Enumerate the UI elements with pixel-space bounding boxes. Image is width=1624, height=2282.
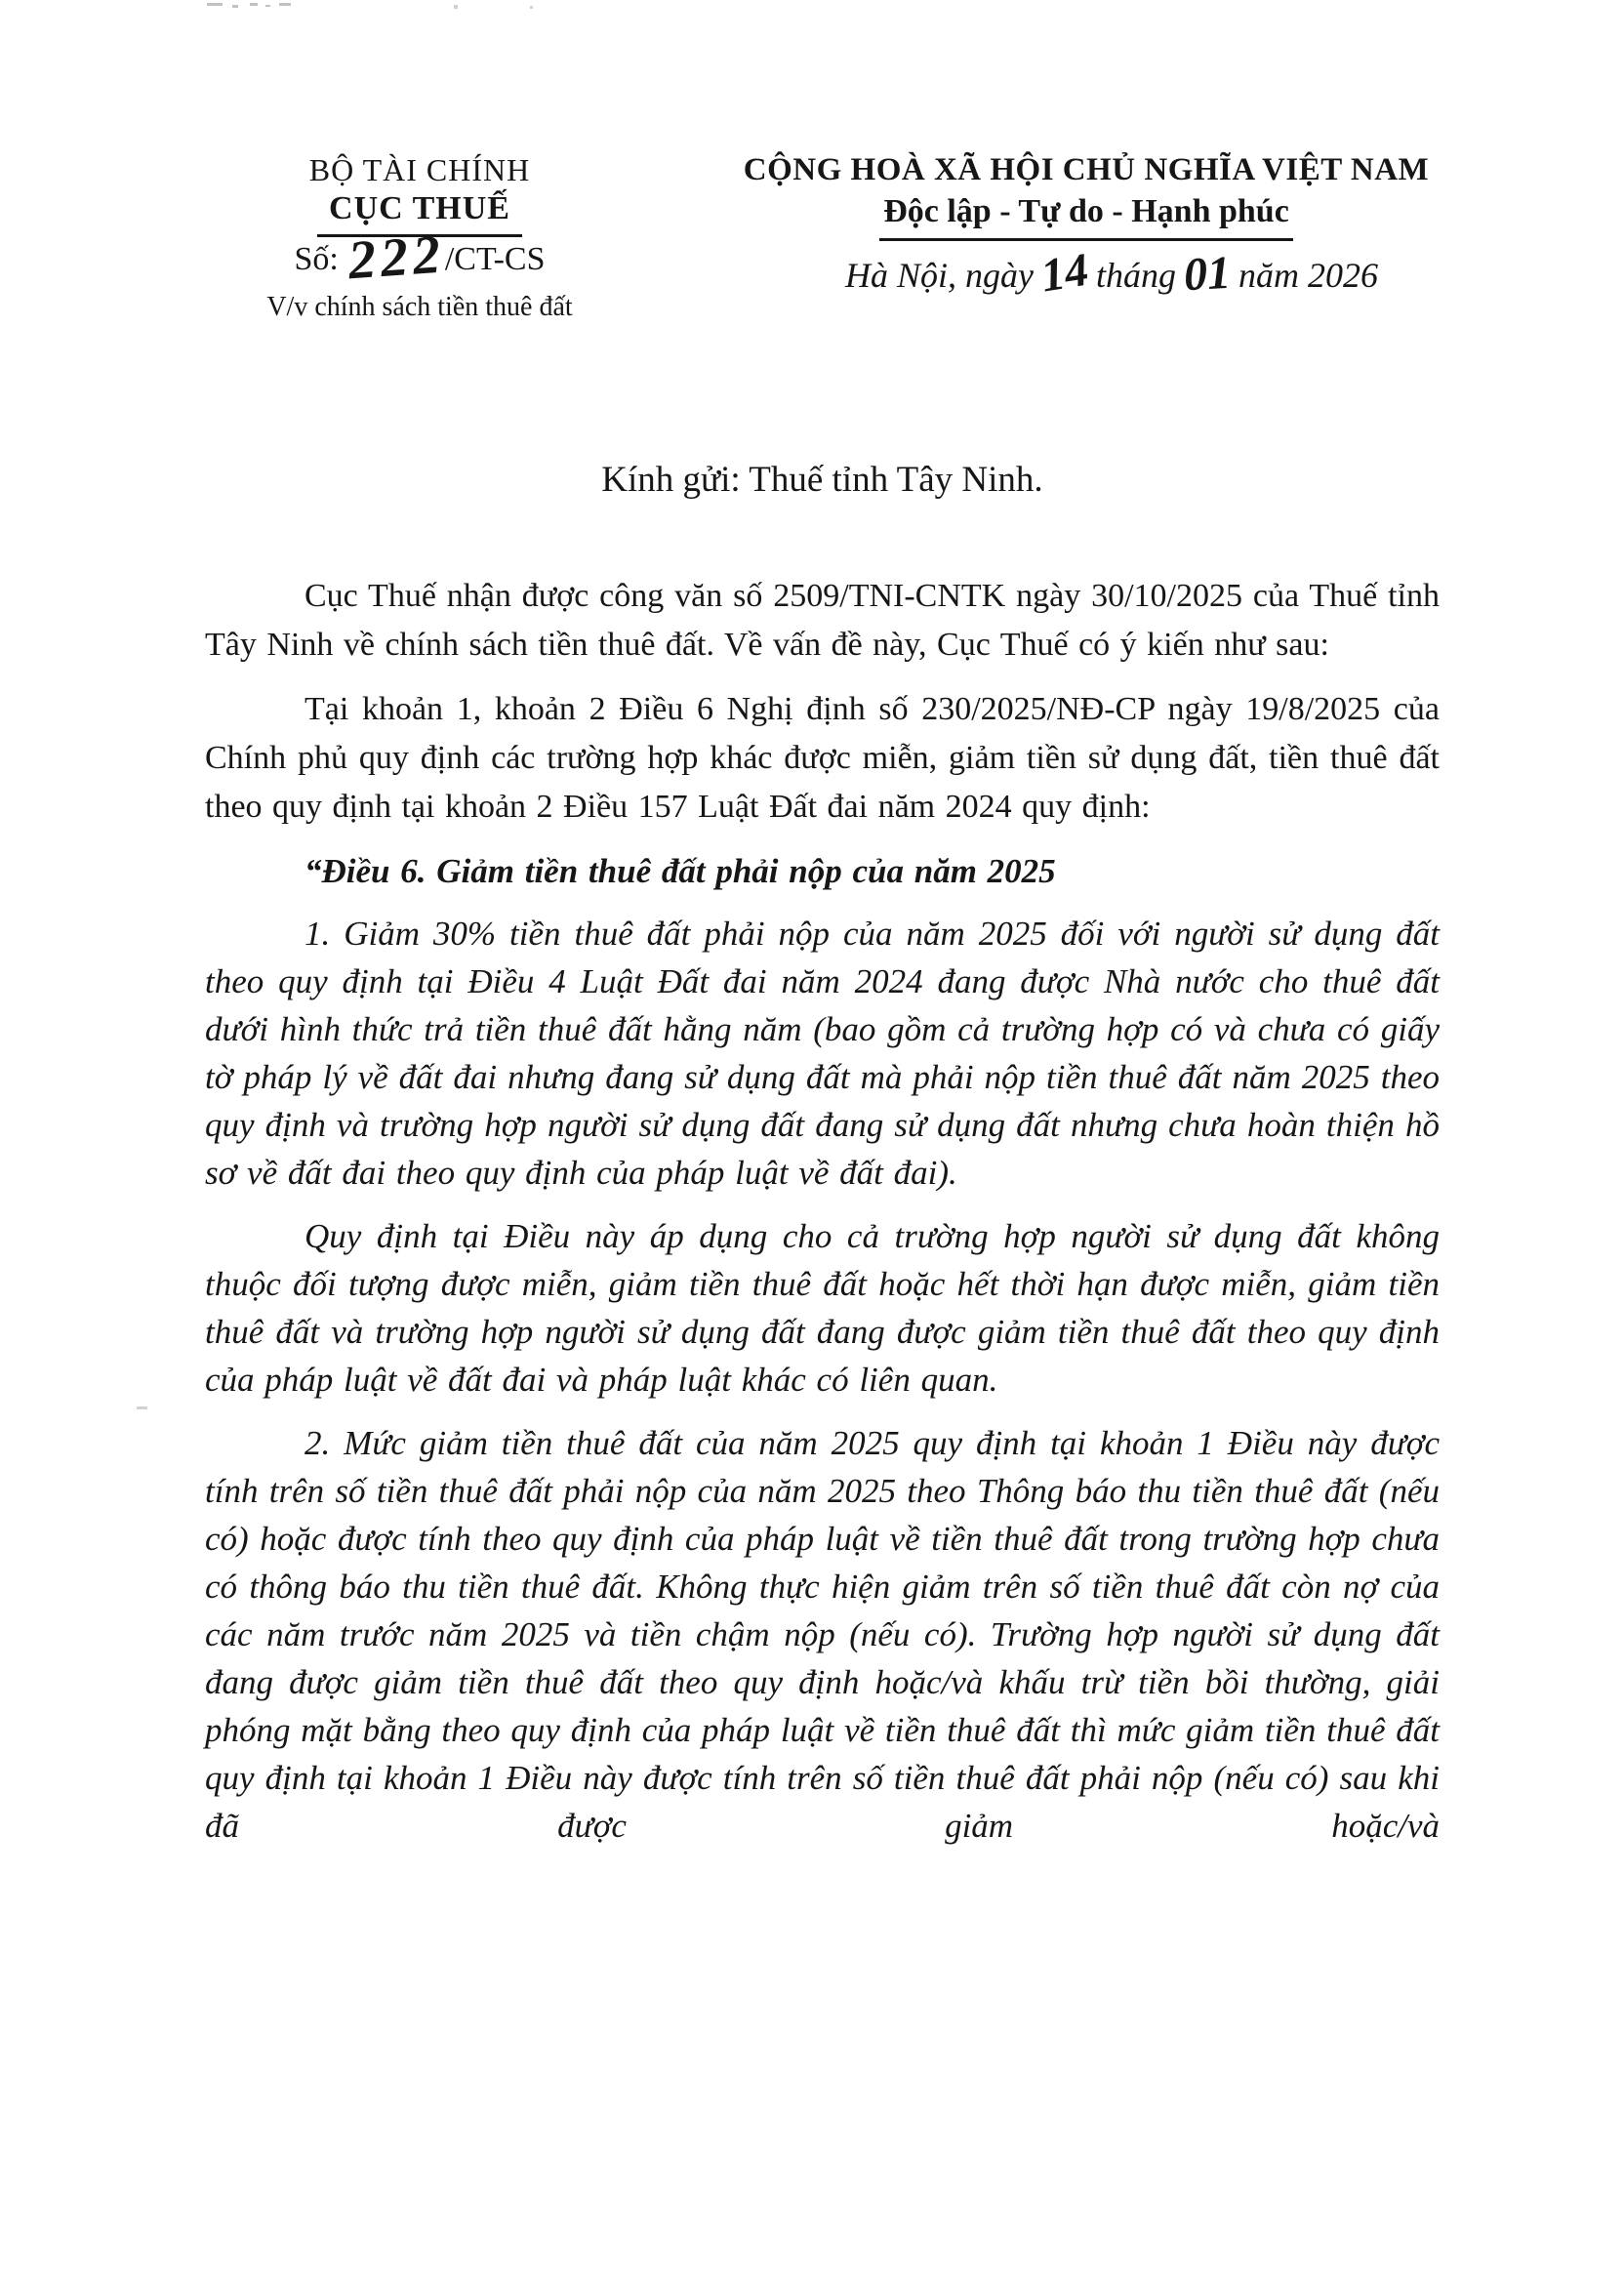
place-date-line [701,243,1472,303]
document-number-line [223,224,617,292]
date-prefix: Hà Nội, ngày [844,256,1034,295]
quoted-clause-2: 2. Mức giảm tiền thuê đất của năm 2025 quy định tại khoản 1 Điều này được tính trên số tiền thuê đất phải nộp của năm 2025 theo Thông báo thu tiền thuê đất (nếu có) hoặc được tính theo quy định của pháp luật về tiền thuê đất trong trường hợp chưa có thông báo thu tiền thuê đất. Không thực hiện giảm trên số tiền thuê đất còn nợ của các năm trước năm 2025 và tiền chậm nộp (nếu có). Trường hợp người sử dụng đất đang được giảm tiền thuê đất theo quy định hoặc/và khấu trừ tiền bồi thường, giải phóng mặt bằng theo quy định của pháp luật về tiền thuê đất thì mức giảm tiền thuê đất quy định tại khoản 1 Điều này được tính trên số tiền thuê đất phải nộp (nếu có) sau khi đã được giảm hoặc/và [205,1424,1440,1845]
paragraph-legal-basis: Tại khoản 1, khoản 2 Điều 6 Nghị định số 230/2025/NĐ-CP ngày 19/8/2025 của Chính phủ quy định các trường hợp khác được miễn, giảm tiền sử dụng đất, tiền thuê đất theo quy định tại khoản 2 Điều 157 Luật Đất đai năm 2024 quy định: [205,691,1440,825]
scan-artifact [279,3,291,6]
handwritten-month: 01 [1182,246,1233,302]
quoted-article-heading: “Điều 6. Giảm tiền thuê đất phải nộp của năm 2025 [304,852,1056,890]
national-header-block [701,152,1472,303]
quoted-clause-1: 1. Giảm 30% tiền thuê đất phải nộp của năm 2025 đối với người sử dụng đất theo quy định tại Điều 4 Luật Đất đai năm 2024 đang được Nhà nước cho thuê đất dưới hình thức trả tiền thuê đất hằng năm (bao gồm cả trường hợp có và chưa có giấy tờ pháp lý về đất đai nhưng đang sử dụng đất mà phải nộp tiền thuê đất năm 2025 theo quy định và trường hợp người sử dụng đất đang sử dụng đất nhưng chưa hoàn thiện hồ sơ về đất đai theo quy định của pháp luật về đất đai). [205,915,1440,1192]
quoted-clause-1-scope: Quy định tại Điều này áp dụng cho cả trường hợp người sử dụng đất không thuộc đối tượng được miễn, giảm tiền thuê đất hoặc hết thời hạn được miễn, giảm tiền thuê đất và trường hợp người sử dụng đất đang được giảm tiền thuê đất theo quy định của pháp luật về đất đai và pháp luật khác có liên quan. [205,1217,1440,1399]
date-year-label: năm 2026 [1238,256,1378,295]
scan-artifact [232,5,238,8]
doc-number-suffix: /CT-CS [444,241,546,277]
national-motto: Độc lập - Tự do - Hạnh phúc [879,193,1293,241]
republic-title: CỘNG HOÀ XÃ HỘI CHỦ NGHĨA VIỆT NAM [743,152,1430,187]
scan-artifact [137,1406,147,1409]
scan-artifact [265,5,270,7]
doc-number-label: Số: [294,241,339,277]
scan-artifact [207,3,223,6]
scan-artifact [454,5,458,9]
doc-number-handwritten: 222 [345,224,447,292]
handwritten-day: 14 [1037,243,1092,303]
paragraph-intro: Cục Thuế nhận được công văn số 2509/TNI-CNTK ngày 30/10/2025 của Thuế tỉnh Tây Ninh về chính sách tiền thuê đất. Về vấn đề này, Cục Thuế có ý kiến như sau: [205,578,1440,663]
date-month-label: tháng [1095,256,1176,295]
doc-subject: V/v chính sách tiền thuê đất [266,292,573,322]
scan-artifact [530,6,533,9]
letter-body [205,572,1440,1865]
ministry-name: BỘ TÀI CHÍNH [308,152,531,187]
scan-artifact [250,3,258,6]
issuer-block [223,152,617,323]
salutation: Kính gửi: Thuế tỉnh Tây Ninh. [601,460,1043,500]
department-name: CỤC THUẾ [317,190,522,237]
motto-row [701,188,1472,241]
